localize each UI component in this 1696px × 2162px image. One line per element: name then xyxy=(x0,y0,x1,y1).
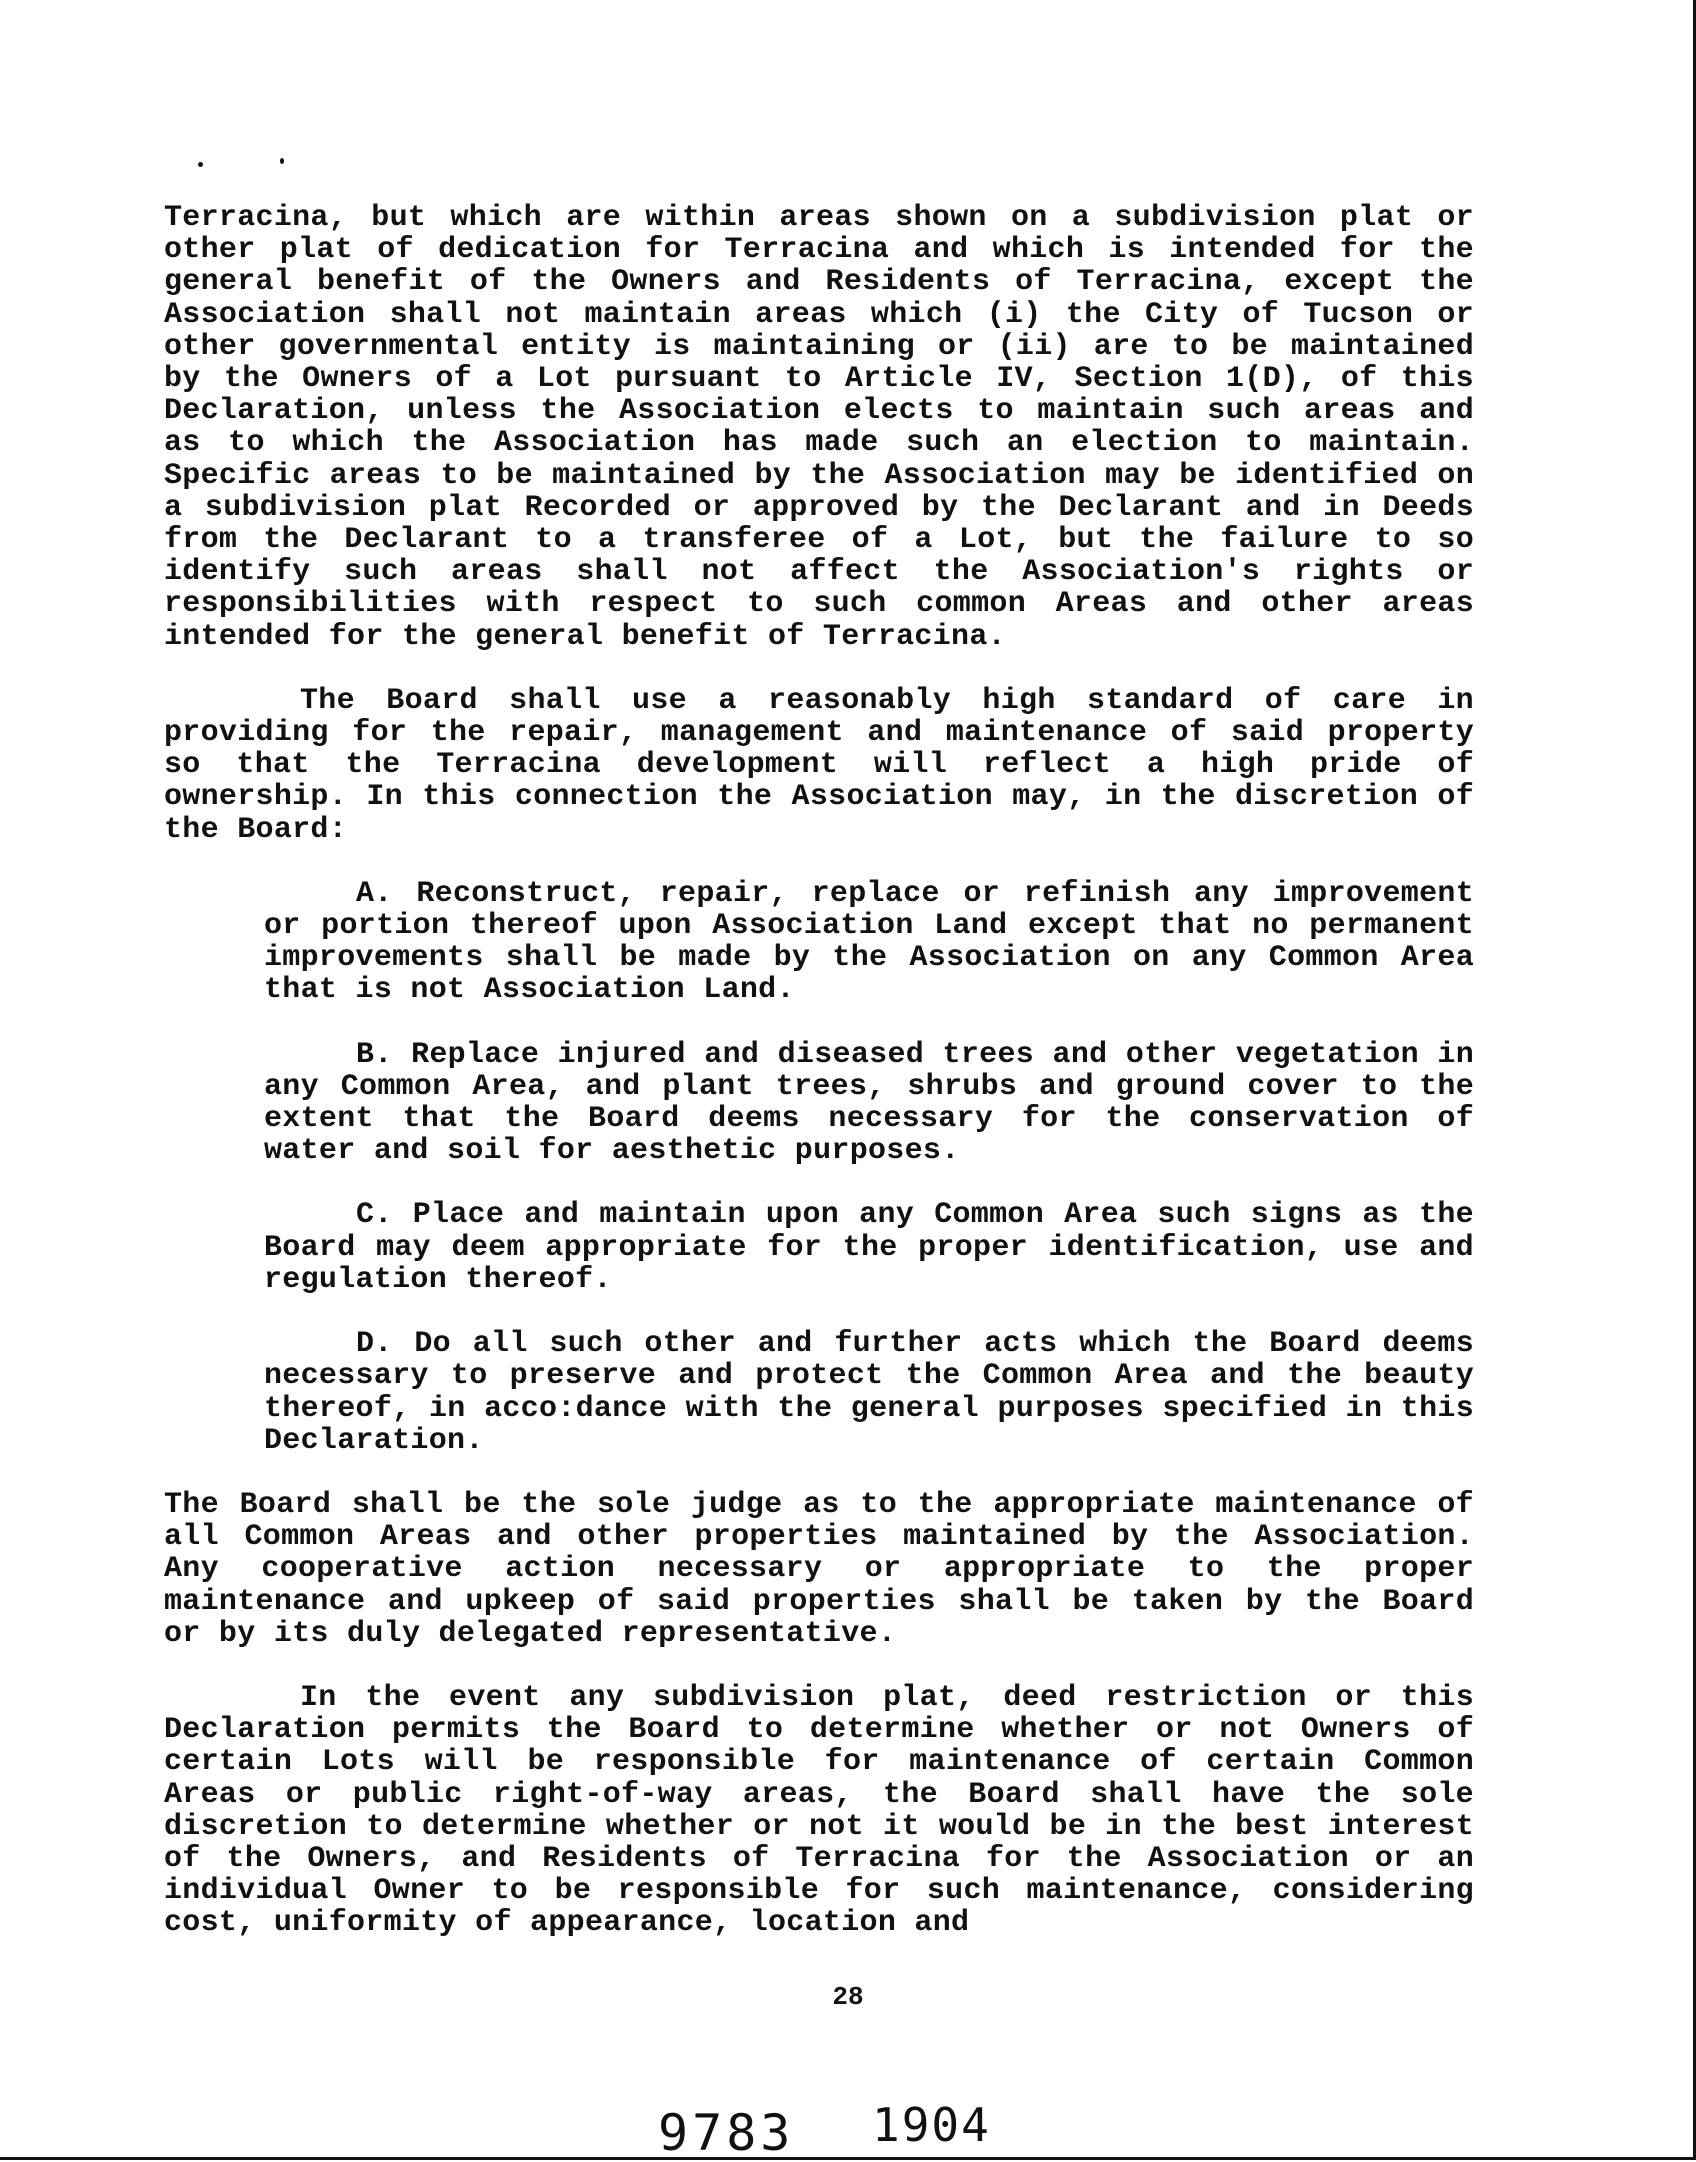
list-item-d: D. Do all such other and further acts which the Board deems necessary to preserve and protect the Common Area and the beauty thereof, in acco:dance with the general purposes specified in this Declaration. xyxy=(264,1327,1474,1458)
recording-stamp-docket: 9783 xyxy=(658,2104,795,2162)
paragraph-subdivision-plat: In the event any subdivision plat, deed restriction or this Declaration permits the Board to determine whether or not Owners of certain Lots will be responsible for maintenance of certain Common Areas or public right-of-way areas, the Board shall have the sole discretion to determine whether or not it would be in the best interest of the Owners, and Residents of Terracina for the Association or an individual Owner to be responsible for such maintenance, considering cost, uniformity of appearance, location and xyxy=(164,1680,1474,1941)
paragraph-intro: Terracina, but which are within areas shown on a subdivision plat or other plat of dedication for Terracina and which is intended for the general benefit of the Owners and Residents of Terracina, except the Association shall not maintain areas which (i) the City of Tucson or other governmental entity is maintaining or (ii) are to be maintained by the Owners of a Lot pursuant to Article IV, Section 1(D), of this Declaration, unless the Association elects to maintain such areas and as to which the Association has made such an election to maintain. Specific areas to be maintained by the Association may be identified on a subdivision plat Recorded or approved by the Declarant and in Deeds from the Declarant to a transferee of a Lot, but the failure to so identify such areas shall not affect the Association's rights or responsibilities with respect to such common Areas and other areas intended for the general benefit of Terracina. xyxy=(164,201,1474,654)
page-number: 28 xyxy=(832,1982,864,2012)
paragraph-board-standard: The Board shall use a reasonably high standard of care in providing for the repair, management and maintenance of said property so that the Terracina development will reflect a high pride of ownership. In this connection the Association may, in the discretion of the Board: xyxy=(164,683,1474,847)
scan-speck xyxy=(280,158,284,164)
list-item-a: A. Reconstruct, repair, replace or refinish any improvement or portion thereof upon Association Land except that no permanent improvements shall be made by the Association on any Common Area that is not Association Land. xyxy=(264,876,1474,1008)
recording-stamp-page: 1904 xyxy=(872,2098,991,2152)
list-item-c: C. Place and maintain upon any Common Area such signs as the Board may deem appropriate for the proper identification, use and regulation thereof. xyxy=(264,1198,1474,1297)
list-item-b: B. Replace injured and diseased trees and other vegetation in any Common Area, and plant trees, shrubs and ground cover to the extent that the Board deems necessary for the conservation of water and soil for aesthetic purposes. xyxy=(264,1037,1474,1169)
paragraph-sole-judge: The Board shall be the sole judge as to the appropriate maintenance of all Common Areas and other properties maintained by the Association. Any cooperative action necessary or appropriate to the proper maintenance and upkeep of said properties shall be taken by the Board or by its duly delegated representative. xyxy=(164,1487,1474,1651)
document-body xyxy=(164,202,1474,1972)
scan-speck xyxy=(198,162,203,167)
